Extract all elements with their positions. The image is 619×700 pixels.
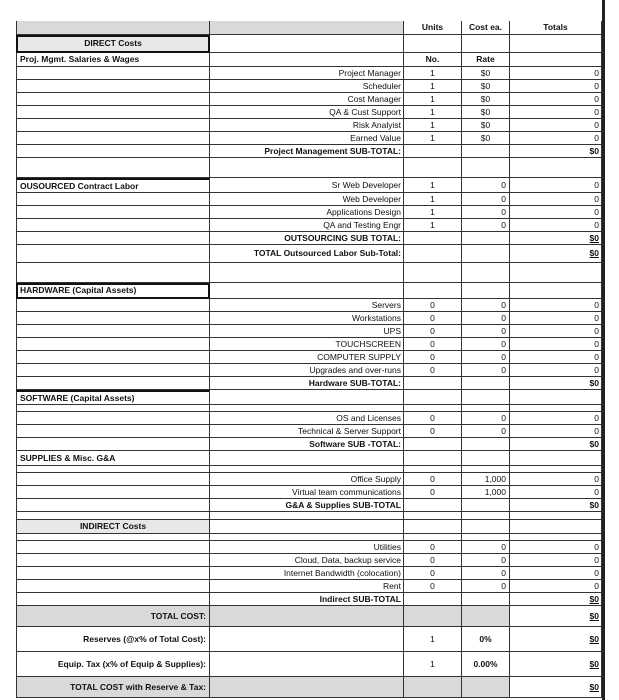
table-row bbox=[16, 473, 602, 486]
row-rate: $0 bbox=[462, 132, 510, 145]
cell bbox=[16, 466, 210, 473]
row-label: QA and Testing Engr bbox=[210, 219, 404, 232]
cell bbox=[16, 364, 210, 377]
row-label: Project Manager bbox=[210, 67, 404, 80]
indirect-subtotal-value: $0 bbox=[510, 593, 602, 606]
tax-row bbox=[16, 652, 602, 677]
row-units: 0 bbox=[404, 567, 462, 580]
cell bbox=[16, 412, 210, 425]
reserves-rate: 0% bbox=[462, 627, 510, 652]
cell bbox=[210, 520, 404, 534]
software-section-title: SOFTWARE (Capital Assets) bbox=[16, 390, 210, 405]
cell bbox=[510, 466, 602, 473]
cell bbox=[462, 263, 510, 283]
row-label: Cloud, Data, backup service bbox=[210, 554, 404, 567]
cell bbox=[16, 580, 210, 593]
header-row bbox=[16, 21, 602, 35]
row-rate: 1,000 bbox=[462, 473, 510, 486]
cell bbox=[404, 534, 462, 541]
cell bbox=[510, 520, 602, 534]
row-units: 0 bbox=[404, 299, 462, 312]
cell bbox=[510, 283, 602, 299]
cell bbox=[16, 325, 210, 338]
row-label: Web Developer bbox=[210, 193, 404, 206]
row-units: 1 bbox=[404, 193, 462, 206]
indirect-title-row bbox=[16, 520, 602, 534]
table-row bbox=[16, 119, 602, 132]
spacer-row bbox=[16, 512, 602, 520]
row-units: 1 bbox=[404, 106, 462, 119]
row-total: 0 bbox=[510, 554, 602, 567]
row-rate: 0 bbox=[462, 193, 510, 206]
table-row bbox=[16, 80, 602, 93]
table-row bbox=[16, 567, 602, 580]
cell bbox=[16, 351, 210, 364]
table-row bbox=[16, 364, 602, 377]
cell bbox=[16, 299, 210, 312]
cell bbox=[462, 145, 510, 158]
cell bbox=[404, 245, 462, 263]
cell bbox=[16, 473, 210, 486]
row-units: 1 bbox=[404, 67, 462, 80]
supplies-subtotal-value: $0 bbox=[510, 499, 602, 512]
row-units: 0 bbox=[404, 554, 462, 567]
row-total: 0 bbox=[510, 219, 602, 232]
row-units: 0 bbox=[404, 325, 462, 338]
table-row bbox=[16, 325, 602, 338]
row-rate: $0 bbox=[462, 106, 510, 119]
row-units: 1 bbox=[404, 206, 462, 219]
row-total: 0 bbox=[510, 299, 602, 312]
table-row bbox=[16, 193, 602, 206]
cell bbox=[404, 606, 462, 627]
cell bbox=[462, 499, 510, 512]
cell bbox=[210, 627, 404, 652]
cell bbox=[404, 499, 462, 512]
row-rate: 0 bbox=[462, 219, 510, 232]
cell bbox=[462, 405, 510, 412]
row-rate: 0 bbox=[462, 338, 510, 351]
direct-title-row bbox=[16, 35, 602, 53]
direct-costs-title: DIRECT Costs bbox=[16, 35, 210, 53]
row-label: Workstations bbox=[210, 312, 404, 325]
row-rate: 0 bbox=[462, 554, 510, 567]
row-total: 0 bbox=[510, 132, 602, 145]
cell bbox=[462, 534, 510, 541]
cell bbox=[510, 35, 602, 53]
row-rate: 0 bbox=[462, 580, 510, 593]
row-units: 0 bbox=[404, 364, 462, 377]
software-title-row bbox=[16, 390, 602, 405]
row-rate: $0 bbox=[462, 80, 510, 93]
row-label: Risk Analyist bbox=[210, 119, 404, 132]
row-total: 0 bbox=[510, 338, 602, 351]
table-row bbox=[16, 206, 602, 219]
cell bbox=[462, 377, 510, 390]
row-total: 0 bbox=[510, 473, 602, 486]
row-total: 0 bbox=[510, 119, 602, 132]
cell bbox=[210, 466, 404, 473]
equip-tax-units: 1 bbox=[404, 652, 462, 677]
cell bbox=[462, 466, 510, 473]
subtotal-row bbox=[16, 245, 602, 263]
row-rate: 0 bbox=[462, 567, 510, 580]
spacer-row bbox=[16, 158, 602, 178]
cell bbox=[462, 35, 510, 53]
table-row bbox=[16, 580, 602, 593]
row-units: 1 bbox=[404, 132, 462, 145]
row-label: Office Supply bbox=[210, 473, 404, 486]
row-units: 1 bbox=[404, 119, 462, 132]
row-label: Cost Manager bbox=[210, 93, 404, 106]
cell bbox=[16, 377, 210, 390]
outsourced-total-value: $0 bbox=[510, 245, 602, 263]
reserves-label: Reserves (@x% of Total Cost): bbox=[16, 627, 210, 652]
cell bbox=[210, 35, 404, 53]
reserves-units: 1 bbox=[404, 627, 462, 652]
row-units: 1 bbox=[404, 80, 462, 93]
cell bbox=[404, 520, 462, 534]
cell bbox=[404, 451, 462, 466]
software-subtotal-label: Software SUB -TOTAL: bbox=[210, 438, 404, 451]
subtotal-row bbox=[16, 232, 602, 245]
cell bbox=[16, 567, 210, 580]
equip-tax-label: Equip. Tax (x% of Equip & Supplies): bbox=[16, 652, 210, 677]
cell bbox=[210, 405, 404, 412]
cell bbox=[462, 451, 510, 466]
row-rate: 1,000 bbox=[462, 486, 510, 499]
cell bbox=[16, 206, 210, 219]
row-total: 0 bbox=[510, 325, 602, 338]
cell bbox=[210, 263, 404, 283]
row-label: Rent bbox=[210, 580, 404, 593]
row-total: 0 bbox=[510, 93, 602, 106]
cell bbox=[404, 158, 462, 178]
row-units: 0 bbox=[404, 541, 462, 554]
sheet-right-border bbox=[602, 0, 605, 700]
row-total: 0 bbox=[510, 312, 602, 325]
cell bbox=[462, 606, 510, 627]
outsourced-section-title: OUSOURCED Contract Labor bbox=[16, 178, 210, 193]
cell bbox=[210, 283, 404, 299]
row-label: Internet Bandwidth (colocation) bbox=[210, 567, 404, 580]
cell bbox=[510, 534, 602, 541]
table-row bbox=[16, 132, 602, 145]
cell bbox=[210, 390, 404, 405]
cell bbox=[404, 35, 462, 53]
row-label: UPS bbox=[210, 325, 404, 338]
row-label: TOUCHSCREEN bbox=[210, 338, 404, 351]
supplies-section-title: SUPPLIES & Misc. G&A bbox=[16, 451, 210, 466]
cell bbox=[462, 520, 510, 534]
cell bbox=[16, 93, 210, 106]
table-row bbox=[16, 67, 602, 80]
cell bbox=[210, 512, 404, 520]
cell bbox=[16, 593, 210, 606]
row-rate: 0 bbox=[462, 325, 510, 338]
cell bbox=[16, 338, 210, 351]
reserves-value: $0 bbox=[510, 627, 602, 652]
row-label: Sr Web Developer bbox=[210, 178, 404, 193]
subtotal-row bbox=[16, 377, 602, 390]
header-blank-a bbox=[16, 21, 210, 35]
cell bbox=[210, 158, 404, 178]
row-label: Applications Design bbox=[210, 206, 404, 219]
cell bbox=[462, 677, 510, 698]
equip-tax-value: $0 bbox=[510, 652, 602, 677]
row-rate: 0 bbox=[462, 299, 510, 312]
row-total: 0 bbox=[510, 351, 602, 364]
cell bbox=[462, 593, 510, 606]
total-cost-row bbox=[16, 606, 602, 627]
cell bbox=[16, 193, 210, 206]
cell bbox=[16, 245, 210, 263]
cell bbox=[16, 132, 210, 145]
spacer-row bbox=[16, 466, 602, 473]
cell bbox=[210, 534, 404, 541]
pm-subtotal-value: $0 bbox=[510, 145, 602, 158]
cell bbox=[462, 390, 510, 405]
table-row bbox=[16, 351, 602, 364]
cell bbox=[16, 486, 210, 499]
cell bbox=[210, 677, 404, 698]
cell bbox=[404, 263, 462, 283]
supplies-subtotal-label: G&A & Supplies SUB-TOTAL bbox=[210, 499, 404, 512]
cell bbox=[510, 451, 602, 466]
table-row bbox=[16, 554, 602, 567]
cell bbox=[404, 405, 462, 412]
cell bbox=[510, 158, 602, 178]
row-total: 0 bbox=[510, 541, 602, 554]
row-units: 0 bbox=[404, 412, 462, 425]
row-rate: 0 bbox=[462, 178, 510, 193]
table-row bbox=[16, 219, 602, 232]
pm-title-row bbox=[16, 53, 602, 67]
header-totals: Totals bbox=[510, 21, 602, 35]
row-rate: 0 bbox=[462, 351, 510, 364]
cell bbox=[16, 541, 210, 554]
cell bbox=[16, 80, 210, 93]
cell bbox=[404, 677, 462, 698]
row-units: 0 bbox=[404, 473, 462, 486]
cell bbox=[404, 593, 462, 606]
row-units: 0 bbox=[404, 338, 462, 351]
row-label: COMPUTER SUPPLY bbox=[210, 351, 404, 364]
cell bbox=[462, 512, 510, 520]
reserves-row bbox=[16, 627, 602, 652]
subtotal-row bbox=[16, 593, 602, 606]
row-total: 0 bbox=[510, 80, 602, 93]
subtotal-row bbox=[16, 145, 602, 158]
row-total: 0 bbox=[510, 106, 602, 119]
cell bbox=[210, 652, 404, 677]
cell bbox=[16, 232, 210, 245]
grand-total-value: $0 bbox=[510, 677, 602, 698]
subtotal-row bbox=[16, 499, 602, 512]
cell bbox=[16, 512, 210, 520]
cell bbox=[16, 438, 210, 451]
row-label: QA & Cust Support bbox=[210, 106, 404, 119]
cell bbox=[404, 512, 462, 520]
cell bbox=[16, 405, 210, 412]
row-total: 0 bbox=[510, 580, 602, 593]
row-total: 0 bbox=[510, 425, 602, 438]
row-rate: 0 bbox=[462, 364, 510, 377]
cell bbox=[462, 245, 510, 263]
row-units: 1 bbox=[404, 178, 462, 193]
row-label: Scheduler bbox=[210, 80, 404, 93]
table-row bbox=[16, 312, 602, 325]
row-units: 0 bbox=[404, 425, 462, 438]
cell bbox=[510, 390, 602, 405]
grand-total-label: TOTAL COST with Reserve & Tax: bbox=[16, 677, 210, 698]
row-label: Servers bbox=[210, 299, 404, 312]
row-total: 0 bbox=[510, 206, 602, 219]
cell bbox=[210, 53, 404, 67]
cell bbox=[404, 145, 462, 158]
row-units: 0 bbox=[404, 351, 462, 364]
cell bbox=[16, 499, 210, 512]
cell bbox=[462, 438, 510, 451]
subtotal-row bbox=[16, 438, 602, 451]
row-total: 0 bbox=[510, 486, 602, 499]
cell bbox=[16, 263, 210, 283]
indirect-subtotal-label: Indirect SUB-TOTAL bbox=[210, 593, 404, 606]
cell bbox=[16, 425, 210, 438]
cell bbox=[404, 283, 462, 299]
row-rate: $0 bbox=[462, 93, 510, 106]
cell bbox=[210, 606, 404, 627]
cell bbox=[16, 158, 210, 178]
spacer-row bbox=[16, 263, 602, 283]
row-label: Utilities bbox=[210, 541, 404, 554]
equip-tax-rate: 0.00% bbox=[462, 652, 510, 677]
table-row bbox=[16, 412, 602, 425]
cell bbox=[16, 312, 210, 325]
row-total: 0 bbox=[510, 567, 602, 580]
pm-section-title: Proj. Mgmt. Salaries & Wages bbox=[16, 53, 210, 67]
indirect-costs-title: INDIRECT Costs bbox=[16, 520, 210, 534]
row-total: 0 bbox=[510, 412, 602, 425]
header-cost-each: Cost ea. bbox=[462, 21, 510, 35]
table-row bbox=[16, 299, 602, 312]
cell bbox=[404, 377, 462, 390]
row-total: 0 bbox=[510, 193, 602, 206]
table-row bbox=[16, 93, 602, 106]
row-units: 0 bbox=[404, 580, 462, 593]
table-row bbox=[16, 486, 602, 499]
cell bbox=[16, 554, 210, 567]
outsourced-total-label: TOTAL Outsourced Labor Sub-Total: bbox=[210, 245, 404, 263]
spacer-row bbox=[16, 405, 602, 412]
hardware-subtotal-label: Hardware SUB-TOTAL: bbox=[210, 377, 404, 390]
cell bbox=[462, 283, 510, 299]
row-rate: 0 bbox=[462, 412, 510, 425]
cell bbox=[16, 219, 210, 232]
row-rate: 0 bbox=[462, 541, 510, 554]
row-units: 1 bbox=[404, 219, 462, 232]
total-cost-value: $0 bbox=[510, 606, 602, 627]
row-total: 0 bbox=[510, 178, 602, 193]
cell bbox=[510, 512, 602, 520]
row-total: 0 bbox=[510, 364, 602, 377]
supplies-title-row bbox=[16, 451, 602, 466]
row-label: Earned Value bbox=[210, 132, 404, 145]
row-units: 0 bbox=[404, 486, 462, 499]
cell bbox=[510, 263, 602, 283]
rate-label: Rate bbox=[462, 53, 510, 67]
row-label: Virtual team communications bbox=[210, 486, 404, 499]
hardware-title-row bbox=[16, 283, 602, 299]
cell bbox=[404, 390, 462, 405]
hardware-subtotal-value: $0 bbox=[510, 377, 602, 390]
cell bbox=[16, 119, 210, 132]
cell bbox=[510, 405, 602, 412]
row-rate: 0 bbox=[462, 312, 510, 325]
grand-total-row bbox=[16, 677, 602, 698]
cell bbox=[404, 466, 462, 473]
no-label: No. bbox=[404, 53, 462, 67]
row-units: 1 bbox=[404, 93, 462, 106]
header-blank-b bbox=[210, 21, 404, 35]
cell bbox=[462, 232, 510, 245]
header-units: Units bbox=[404, 21, 462, 35]
spacer-row bbox=[16, 534, 602, 541]
cell bbox=[404, 438, 462, 451]
row-label: OS and Licenses bbox=[210, 412, 404, 425]
row-rate: 0 bbox=[462, 425, 510, 438]
cell bbox=[16, 67, 210, 80]
row-total: 0 bbox=[510, 67, 602, 80]
row-rate: $0 bbox=[462, 119, 510, 132]
outsourcing-subtotal-label: OUTSOURCING SUB TOTAL: bbox=[210, 232, 404, 245]
cell bbox=[16, 106, 210, 119]
cell bbox=[404, 232, 462, 245]
table-row bbox=[16, 178, 602, 193]
row-rate: 0 bbox=[462, 206, 510, 219]
pm-subtotal-label: Project Management SUB-TOTAL: bbox=[210, 145, 404, 158]
table-row bbox=[16, 106, 602, 119]
outsourcing-subtotal-value: $0 bbox=[510, 232, 602, 245]
hardware-section-title: HARDWARE (Capital Assets) bbox=[16, 283, 210, 299]
cell bbox=[510, 53, 602, 67]
software-subtotal-value: $0 bbox=[510, 438, 602, 451]
cell bbox=[16, 534, 210, 541]
row-units: 0 bbox=[404, 312, 462, 325]
row-rate: $0 bbox=[462, 67, 510, 80]
row-label: Upgrades and over-runs bbox=[210, 364, 404, 377]
cell bbox=[462, 158, 510, 178]
cell bbox=[16, 145, 210, 158]
cell bbox=[210, 451, 404, 466]
table-row bbox=[16, 541, 602, 554]
table-row bbox=[16, 338, 602, 351]
table-row bbox=[16, 425, 602, 438]
row-label: Technical & Server Support bbox=[210, 425, 404, 438]
total-cost-label: TOTAL COST: bbox=[16, 606, 210, 627]
